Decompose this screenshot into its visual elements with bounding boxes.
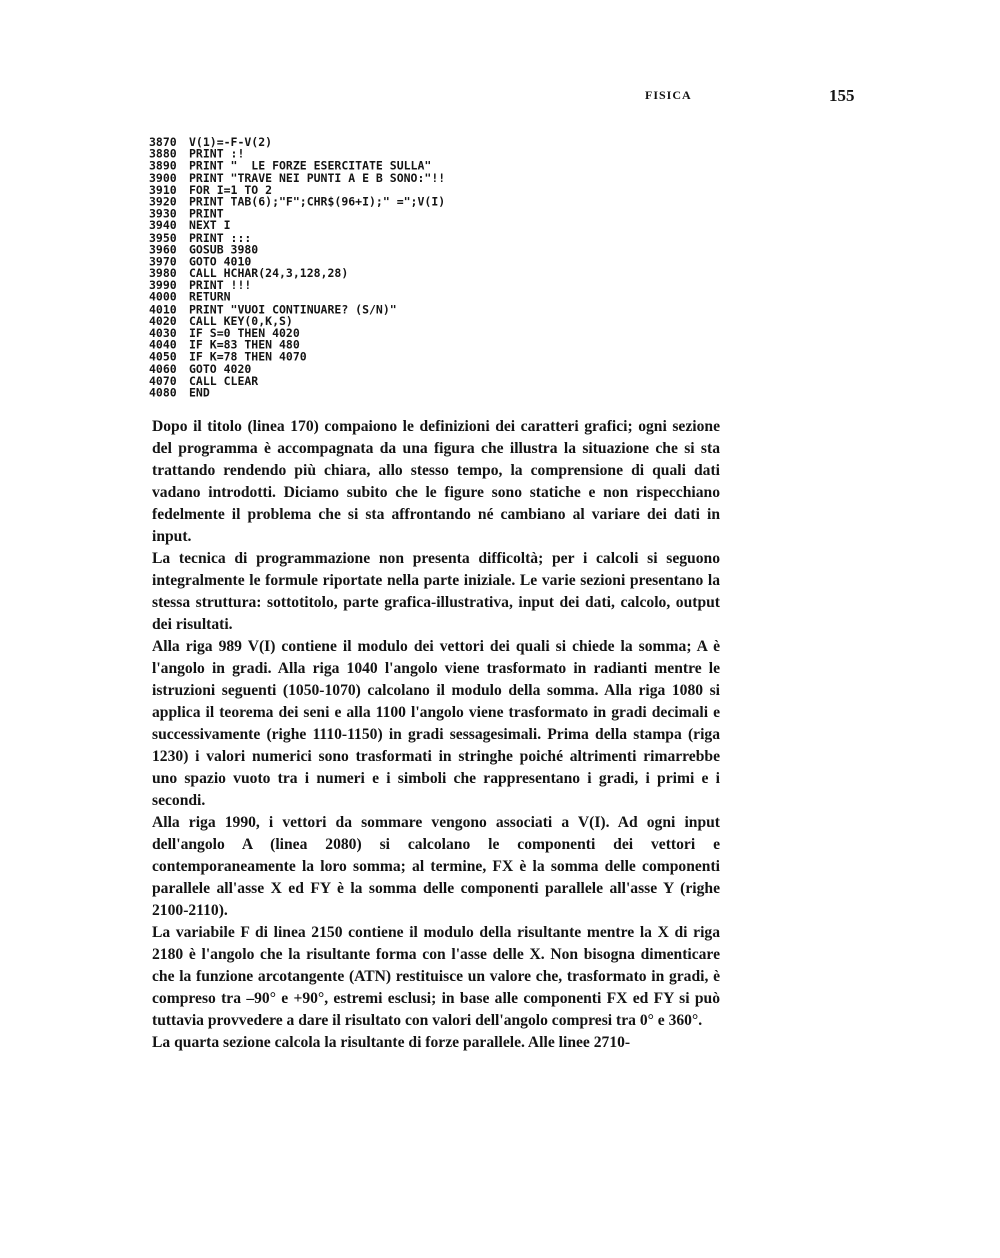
paragraph: La tecnica di programmazione non presenta difficoltà; per i calcoli si seguono integralmente le formule riportate nella parte iniziale. Le varie sezioni presentano la stessa struttura: sottotitolo, parte grafica-illustrativa, input dei dati, calcolo, output dei risultati. xyxy=(152,550,720,633)
code-statement: IF K=78 THEN 4070 xyxy=(189,350,307,364)
code-line-number: 4070 xyxy=(149,373,177,388)
paragraph: La quarta sezione calcola la risultante di forze parallele. Alle linee 2710- xyxy=(152,1034,631,1051)
code-line-number: 3990 xyxy=(149,278,177,293)
paragraph: Alla riga 989 V(I) contiene il modulo dei vettori dei quali si chiede la somma; A è l'angolo in gradi. Alla riga 1040 l'angolo viene trasformato in radianti mentre le istruzioni seguenti (1050-1070) calcolano il modulo della somma. Alla riga 1080 si applica il teorema dei seni e alla 1100 l'angolo viene trasformato in gradi decimali e successivamente (righe 1110-1150) in gradi sessagesimali. Prima della stampa (riga 1230) i valori numerici sono trasformati in stringhe poiché altrimenti rimarrebbe uno spazio vuoto tra i numeri e i simboli che rappresentano i gradi, i primi e i secondi. xyxy=(152,638,720,809)
code-statement: PRINT ::: xyxy=(189,230,252,245)
code-statement: CALL HCHAR(24,3,128,28) xyxy=(189,266,349,281)
code-statement: PRINT TAB(6);"F";CHR$(96+I);" =";V(I) xyxy=(189,194,446,209)
code-line-number: 3870 xyxy=(149,135,177,149)
code-line-number: 3960 xyxy=(149,242,177,257)
code-line-number: 3970 xyxy=(149,254,177,269)
paragraph: Alla riga 1990, i vettori da sommare vengono associati a V(I). Ad ogni input dell'angolo A (linea 2080) si calcolano le componenti dei vettori e contemporaneamente la loro somma; al termine, FX è la somma delle componenti parallele all'asse X ed FY è la somma delle componenti parallele all'asse Y (righe 2100-2110). xyxy=(152,814,720,919)
code-statement: PRINT :! xyxy=(189,146,245,161)
code-line-number: 3880 xyxy=(149,146,177,161)
code-line-number: 3890 xyxy=(149,158,177,173)
code-statement: V(1)=-F-V(2) xyxy=(189,135,273,149)
code-statement: PRINT "VUOI CONTINUARE? (S/N)" xyxy=(189,302,397,316)
code-line xyxy=(149,387,445,399)
code-line-number: 3950 xyxy=(149,230,177,245)
code-statement: GOTO 4010 xyxy=(189,254,252,269)
code-line-number: 3980 xyxy=(149,266,177,281)
code-statement: END xyxy=(189,385,210,400)
code-line-number: 4020 xyxy=(149,314,177,328)
code-line-number: 4010 xyxy=(149,302,177,316)
code-line-number: 3900 xyxy=(149,170,177,185)
code-statement: PRINT xyxy=(189,206,224,221)
code-statement: IF S=0 THEN 4020 xyxy=(189,326,300,340)
body-text xyxy=(152,416,720,1054)
page-header xyxy=(0,86,1000,110)
page-number: 155 xyxy=(829,86,855,105)
basic-code-listing xyxy=(149,136,445,399)
code-statement: RETURN xyxy=(189,290,231,305)
code-line-number: 4030 xyxy=(149,326,177,340)
code-line-number: 4080 xyxy=(149,385,177,400)
code-statement: PRINT "TRAVE NEI PUNTI A E B SONO:"!! xyxy=(189,170,446,185)
code-line-number: 4000 xyxy=(149,290,177,305)
code-statement: IF K=83 THEN 480 xyxy=(189,338,300,352)
code-statement: GOSUB 3980 xyxy=(189,242,259,257)
code-line-number: 4050 xyxy=(149,350,177,364)
code-line-number: 3910 xyxy=(149,182,177,197)
code-statement: GOTO 4020 xyxy=(189,361,252,376)
code-line-number: 3930 xyxy=(149,206,177,221)
code-statement: CALL CLEAR xyxy=(189,373,259,388)
paragraph: La variabile F di linea 2150 contiene il modulo della risultante mentre la X di riga 2180 è l'angolo che la risultante forma con l'asse delle X. Non bisogna dimenticare che la funzione arcotangente (ATN) restituisce un valore che, trasformato in gradi, è compreso tra –90° e +90°, estremi esclusi; in base alle componenti FX ed FY si può tuttavia provvedere a dare il risultato con valori dell'angolo compresi tra 0° e 360°. xyxy=(152,924,720,1029)
code-line-number: 4040 xyxy=(149,338,177,352)
code-line-number: 4060 xyxy=(149,361,177,376)
code-statement: FOR I=1 TO 2 xyxy=(189,182,273,197)
code-statement: PRINT " LE FORZE ESERCITATE SULLA" xyxy=(189,158,432,173)
section-title: FISICA xyxy=(645,88,692,102)
paragraph: Dopo il titolo (linea 170) compaiono le definizioni dei caratteri grafici; ogni sezione del programma è accompagnata da una figura che illustra la situazione che si sta trattando rendendo più chiara, allo stesso tempo, la comprensione di quali dati vadano introdotti. Diciamo subito che le figure sono statiche e non rispecchiano fedelmente il problema che si sta affrontando né cambiano al variare dei dati in input. xyxy=(152,418,720,545)
code-statement: NEXT I xyxy=(189,218,231,233)
code-line-number: 3940 xyxy=(149,218,177,233)
code-line-number: 3920 xyxy=(149,194,177,209)
code-statement: PRINT !!! xyxy=(189,278,252,293)
code-statement: CALL KEY(0,K,S) xyxy=(189,314,293,328)
